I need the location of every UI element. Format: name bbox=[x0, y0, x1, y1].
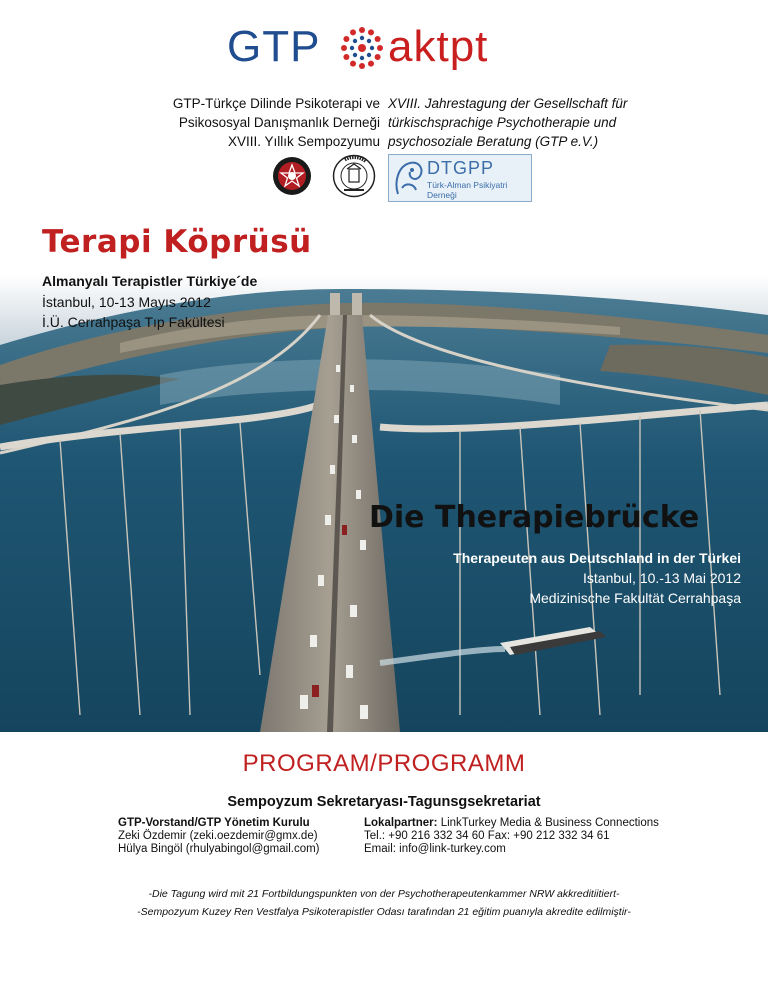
header-tr-line: Psikososyal Danışmanlık Derneği bbox=[178, 115, 380, 130]
header-de-line: türkischsprachige Psychotherapie und bbox=[388, 115, 617, 130]
accreditation-note-tr: -Sempozyum Kuzey Ren Vestfalya Psikoterapistler Odası tarafından 21 eğitim puanıyla akredite edilmiştir- bbox=[137, 906, 631, 918]
page-title-tr: Terapi Köprüsü bbox=[42, 224, 312, 260]
university-seal-left-icon bbox=[272, 156, 312, 196]
university-seal-right-icon bbox=[332, 154, 376, 198]
header-de-line: XVIII. Jahrestagung der Gesellschaft für bbox=[388, 96, 628, 111]
contact-board-line: Zeki Özdemir (zeki.oezdemir@gmx.de) bbox=[118, 830, 318, 842]
dtgpp-subtitle-line: Türk-Alman Psikiyatri bbox=[427, 180, 508, 190]
dates-tr: İstanbul, 10-13 Mayıs 2012 bbox=[42, 294, 211, 310]
accreditation-note-de: -Die Tagung wird mit 21 Fortbildungspunkten von der Psychotherapeutenkammer NRW akkreditiitiert- bbox=[148, 888, 620, 900]
contact-partner-line: Tel.: +90 216 332 34 60 Fax: +90 212 332 34 61 bbox=[364, 830, 610, 842]
venue-de: Medizinische Fakultät Cerrahpaşa bbox=[529, 590, 741, 606]
dtgpp-subtitle-line: Derneği bbox=[427, 190, 457, 200]
header-german bbox=[388, 94, 627, 151]
gtp-ring-logo-icon bbox=[340, 26, 384, 70]
dtgpp-name: DTGPP bbox=[427, 158, 495, 178]
contact-board-heading: GTP-Vorstand/GTP Yönetim Kurulu bbox=[118, 817, 310, 829]
secretariat-heading: Sempoyzum Sekretaryası-Tagunsgsekretariat bbox=[227, 794, 541, 810]
logo-gtp-text: GTP bbox=[227, 22, 321, 71]
header-de-line: psychosoziale Beratung (GTP e.V.) bbox=[388, 134, 599, 149]
header-tr-line: GTP-Türkçe Dilinde Psikoterapi ve bbox=[172, 96, 380, 111]
contact-board-line: Hülya Bingöl (rhulyabingol@gmail.com) bbox=[118, 843, 320, 855]
contact-board bbox=[118, 817, 320, 856]
contact-partner-company: LinkTurkey Media & Business Connections bbox=[437, 817, 659, 829]
header-turkish bbox=[173, 94, 380, 151]
venue-tr: İ.Ü. Cerrahpaşa Tıp Fakültesi bbox=[42, 314, 225, 330]
contact-partner-line: Email: info@link-turkey.com bbox=[364, 843, 506, 855]
dates-de: Istanbul, 10.-13 Mai 2012 bbox=[583, 570, 741, 586]
dtgpp-logo bbox=[388, 154, 532, 202]
gtp-aktpt-logo bbox=[0, 14, 768, 84]
dtgpp-logo-icon bbox=[392, 158, 426, 198]
subtitle-de: Therapeuten aus Deutschland in der Türkei bbox=[453, 550, 741, 566]
contact-partner-label: Lokalpartner: bbox=[364, 817, 438, 829]
program-heading: PROGRAM/PROGRAMM bbox=[242, 750, 526, 777]
dtgpp-subtitle bbox=[427, 180, 507, 200]
subtitle-tr: Almanyalı Terapistler Türkiye´de bbox=[42, 273, 258, 289]
logo-aktpt-text: aktpt bbox=[388, 22, 489, 71]
contact-local-partner bbox=[364, 817, 659, 856]
header-tr-line: XVIII. Yıllık Sempozyumu bbox=[227, 134, 380, 149]
page-title-de: Die Therapiebrücke bbox=[369, 500, 700, 535]
